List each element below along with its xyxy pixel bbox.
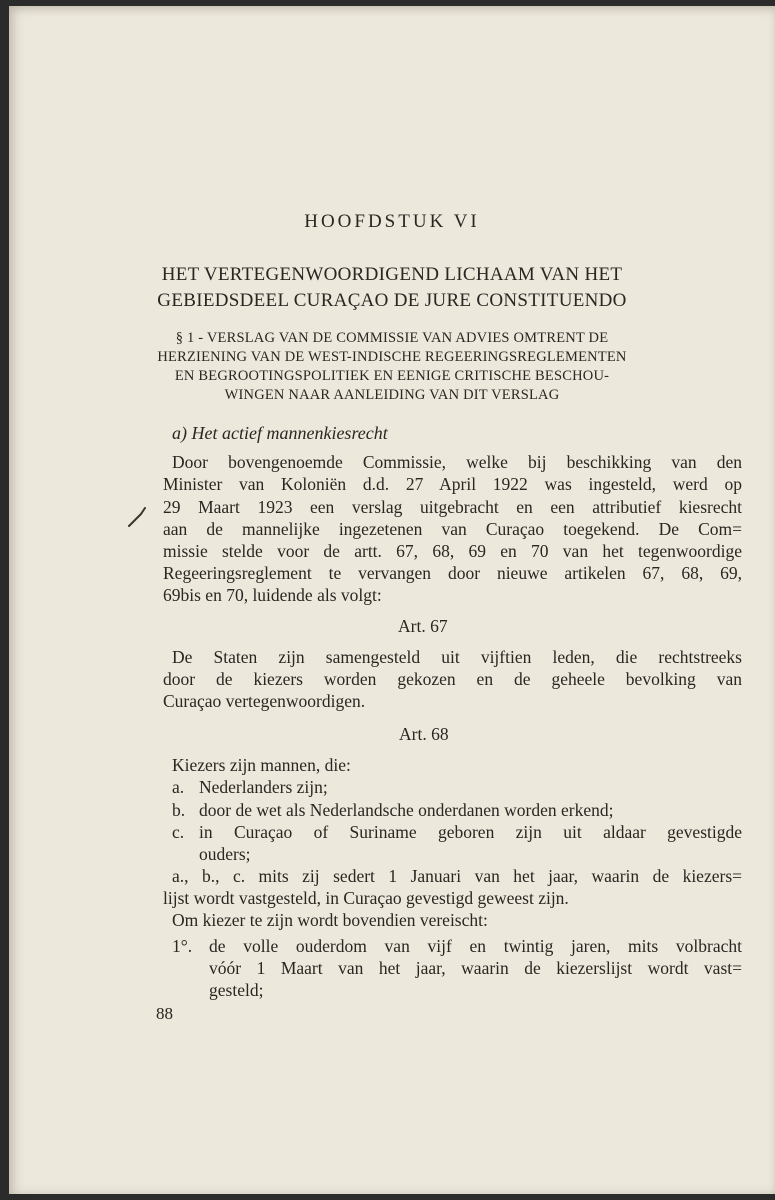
item-text: Nederlanders zijn; (199, 777, 328, 797)
paragraph-line: 69bis en 70, luidende als volgt: (163, 585, 382, 605)
section-line-4: WINGEN NAAR AANLEIDING VAN DIT VERSLAG (224, 387, 560, 403)
item-label: b. (172, 800, 186, 820)
requirement-line: vóór 1 Maart van het jaar, waarin de kiezerslijst wordt vast= (209, 958, 742, 978)
subheading: a) Het actief mannenkiesrecht (172, 423, 388, 443)
item-text-continued: ouders; (199, 844, 251, 864)
article-68-heading: Art. 68 (399, 724, 449, 744)
paragraph-line: Regeeringsreglement te vervangen door nieuwe artikelen 67, 68, 69, (163, 563, 742, 583)
article-67-line: Curaçao vertegenwoordigen. (163, 691, 366, 711)
item-label: c. (172, 822, 185, 842)
paragraph-line: Minister van Koloniën d.d. 27 April 1922 was ingesteld, werd op (163, 474, 742, 494)
paragraph-line: missie stelde voor de artt. 67, 68, 69 en 70 van het tegenwoordige (163, 541, 742, 561)
requirement-line: de volle ouderdom van vijf en twintig jaren, mits volbracht (209, 936, 742, 956)
article-67-line: De Staten zijn samengesteld uit vijftien leden, die rechtstreeks (172, 647, 742, 667)
item-text: door de wet als Nederlandsche onderdanen worden erkend; (199, 800, 614, 820)
section-line-3: EN BEGROOTINGSPOLITIEK EN EENIGE CRITISCHE BESCHOU- (174, 368, 610, 384)
chapter-heading: HOOFDSTUK VI (304, 211, 480, 232)
abc-line: lijst wordt vastgesteld, in Curaçao gevestigd geweest zijn. (163, 888, 569, 908)
section-line-2: HERZIENING VAN DE WEST-INDISCHE REGEERINGSREGLEMENTEN (157, 349, 627, 365)
requirement-label: 1°. (172, 936, 193, 956)
item-label: a. (172, 777, 185, 797)
section-line-1: § 1 - VERSLAG VAN DE COMMISSIE VAN ADVIES OMTRENT DE (175, 330, 609, 346)
also-required-line: Om kiezer te zijn wordt bovendien vereischt: (172, 910, 488, 930)
article-68-intro: Kiezers zijn mannen, die: (172, 755, 351, 775)
paragraph-line: Door bovengenoemde Commissie, welke bij beschikking van den (172, 452, 742, 472)
title-line-2: GEBIEDSDEEL CURAÇAO DE JURE CONSTITUENDO (157, 290, 627, 311)
article-67-line: door de kiezers worden gekozen en de geheele bevolking van (163, 669, 742, 689)
item-text: in Curaçao of Suriname geboren zijn uit aldaar gevestigde (199, 822, 742, 842)
article-67-heading: Art. 67 (398, 616, 448, 636)
paragraph-line: aan de mannelijke ingezetenen van Curaçao toegekend. De Com= (163, 519, 742, 539)
requirement-line: gesteld; (209, 980, 264, 1000)
pencil-mark-icon (127, 504, 149, 530)
paragraph-line: 29 Maart 1923 een verslag uitgebracht en een attributief kiesrecht (163, 497, 742, 517)
book-page (9, 6, 775, 1194)
page-number: 88 (156, 1004, 173, 1023)
title-line-1: HET VERTEGENWOORDIGEND LICHAAM VAN HET (161, 264, 623, 285)
abc-line: a., b., c. mits zij sedert 1 Januari van het jaar, waarin de kiezers= (172, 866, 742, 886)
